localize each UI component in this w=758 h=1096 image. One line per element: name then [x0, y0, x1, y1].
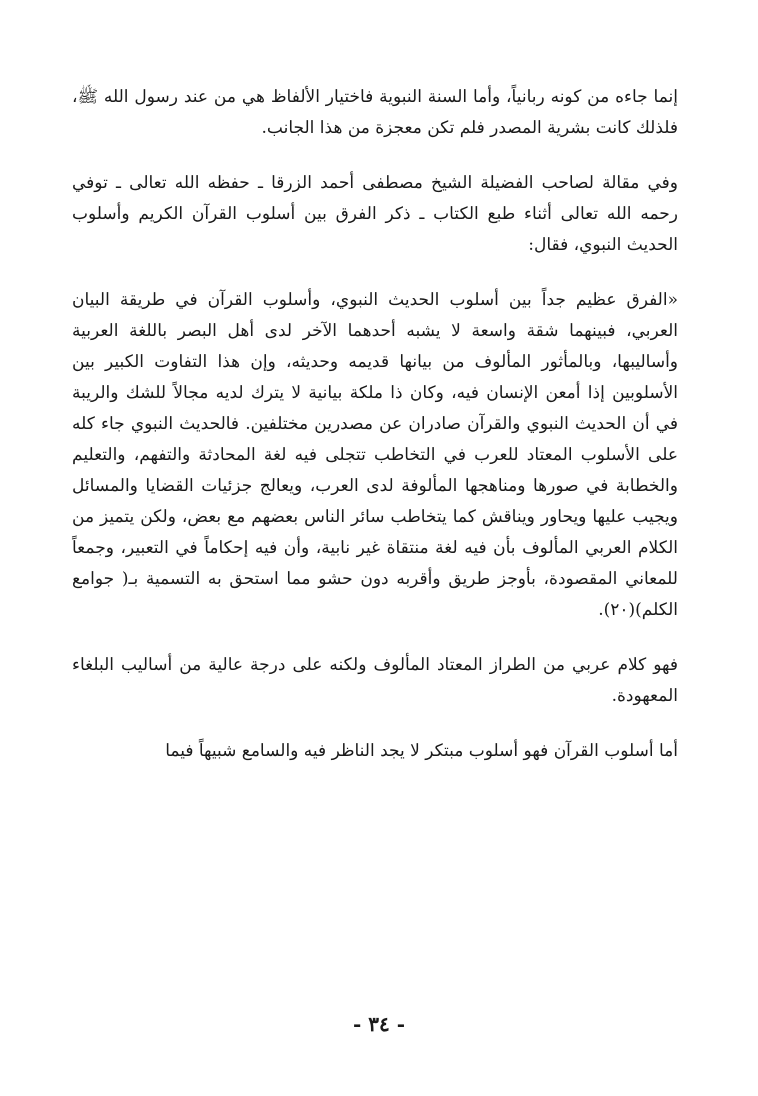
paragraph-quran-style: أما أسلوب القرآن فهو أسلوب مبتكر لا يجد الناظر فيه والسامع شبيهاً فيما — [165, 741, 678, 761]
paragraph-conclusion: فهو كلام عربي من الطراز المعتاد المألوف ولكنه على درجة عالية من أساليب البلغاء المعهودة. — [72, 655, 678, 706]
paragraph-continuation: إنما جاءه من كونه ربانياً، وأما السنة النبوية فاختيار الألفاظ هي من عند رسول الله ﷺ، فلذلك كانت بشرية المصدر فلم تكن معجزة من هذا الجانب. — [72, 87, 678, 138]
paragraph-quotation: «الفرق عظيم جداً بين أسلوب الحديث النبوي، وأسلوب القرآن في طريقة البيان العربي، فبينهما شقة واسعة لا يشبه أحدهما الآخر لدى أهل البصر باللغة العربية وأساليبها، وبالمأثور المألوف من بيانها قديمه وحديثه، وإن هذا التفاوت الكبير بين الأسلوبين إذا أمعن الإنسان فيه، وكان ذا ملكة بيانية لا يترك لديه مجالاً للشك والريبة في أن الحديث النبوي والقرآن صادران عن مصدرين مختلفين. فالحديث النبوي جاء كله على الأسلوب المعتاد للعرب في التخاطب تتجلى فيه لغة المحادثة والتفهم، والتعليم والخطابة في صورها ومناهجها المألوفة لدى العرب، ويعالج جزئيات القضايا والمسائل ويجيب عليها ويحاور ويناقش كما يتخاطب سائر الناس بعضهم مع بعض، ولكن يتميز من الكلام العربي المألوف بأن فيه لغة منتقاة غير نابية، وأن فيه إحكاماً في التعبير، وجمعاً للمعاني المقصودة، بأوجز طريق وأقربه دون حشو مما استحق به التسمية بـ( جوامع الكلم)(٢٠). — [72, 290, 678, 620]
paragraph-intro-quote: وفي مقالة لصاحب الفضيلة الشيخ مصطفى أحمد الزرقا ـ حفظه الله تعالى ـ توفي رحمه الله تعالى أثناء طبع الكتاب ـ ذكر الفرق بين أسلوب القرآن الكريم وأسلوب الحديث النبوي، فقال: — [72, 173, 678, 255]
page-body — [72, 82, 678, 767]
page-number: - ٣٤ - — [352, 1012, 405, 1036]
